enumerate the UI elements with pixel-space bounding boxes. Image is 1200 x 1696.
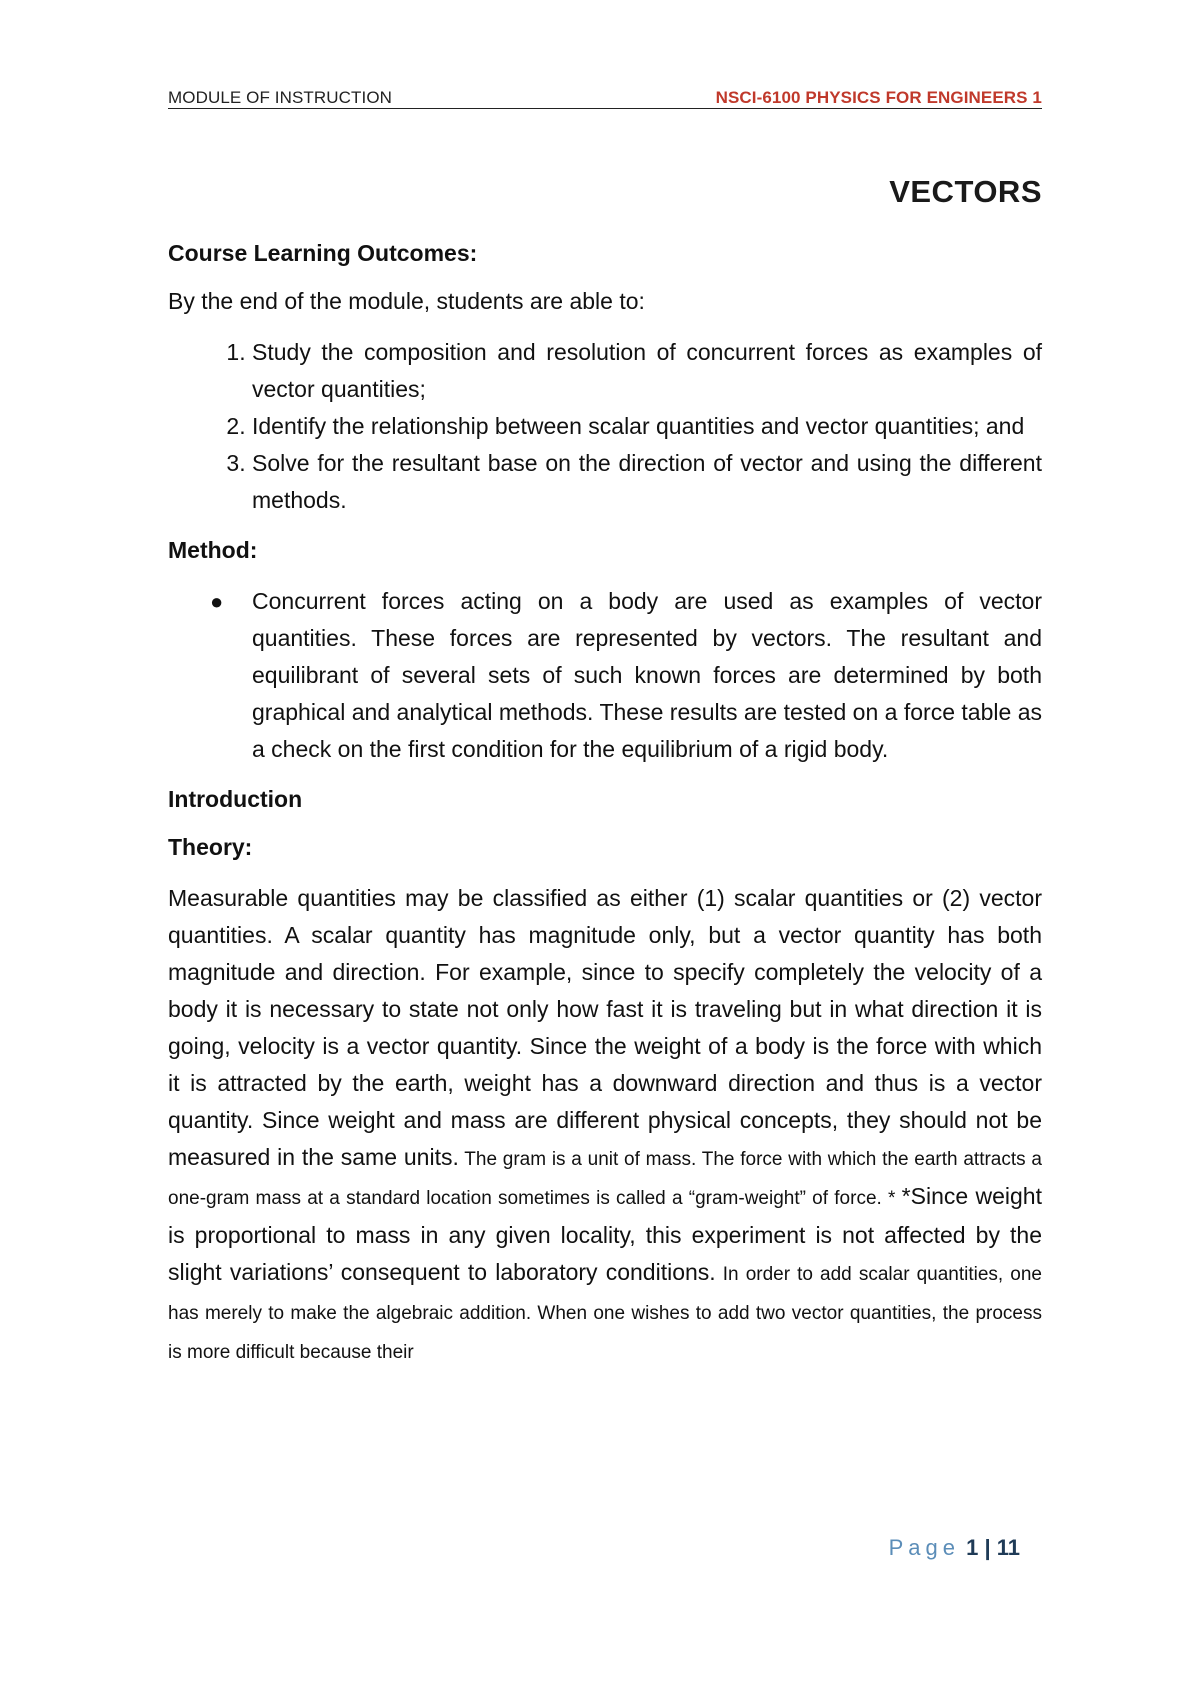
method-heading: Method: xyxy=(168,537,258,563)
theory-paragraph xyxy=(168,880,1042,1371)
theory-part-2: The gram is a unit of mass. The force with which the earth attracts a one-gram mass at a standard location sometimes is called a “gram-weight” of force. * xyxy=(168,1149,1042,1209)
method-list xyxy=(168,583,1042,768)
page-header xyxy=(168,86,1042,109)
page-title: VECTORS xyxy=(889,174,1042,209)
theory-part-4: In order to add scalar quantities, one has merely to make the algebraic addition. When one wishes to add two vector quantities, the process is more difficult because their xyxy=(168,1264,1042,1363)
method-text: Concurrent forces acting on a body are used as examples of vector quantities. These forces are represented by vectors. The resultant and equilibrant of several sets of such known forces are determined by both graphical and analytical methods. These results are tested on a force table as a check on the first condition for the equilibrium of a rigid body. xyxy=(252,588,1042,762)
module-label: MODULE OF INSTRUCTION xyxy=(168,88,393,107)
theory-part-1: Measurable quantities may be classified as either (1) scalar quantities or (2) vector quantities. A scalar quantity has magnitude only, but a vector quantity has both magnitude and direction. For example, since to specify completely the velocity of a body it is necessary to state not only how fast it is traveling but in what direction it is going, velocity is a vector quantity. Since the weight of a body is the force with which it is attracted by the earth, weight has a downward direction and thus is a vector quantity. Since weight and mass are different physical concepts, they should not be measured in the same units. xyxy=(168,885,1042,1170)
course-code: NSCI-6100 PHYSICS FOR ENGINEERS 1 xyxy=(715,88,1042,107)
outcomes-list xyxy=(168,334,1042,519)
page-label: Page xyxy=(888,1535,960,1560)
theory-heading: Theory: xyxy=(168,834,253,860)
theory-part-3: *Since weight is proportional to mass in any given locality, this experiment is not affected by the slight variations’ consequent to laboratory conditions. xyxy=(168,1183,1042,1285)
introduction-heading: Introduction xyxy=(168,786,303,812)
document-body xyxy=(168,238,1042,1371)
page-footer xyxy=(889,1535,1020,1561)
bullet-icon: ● xyxy=(210,589,224,614)
method-item xyxy=(210,583,1042,768)
page-separator: | xyxy=(984,1535,991,1560)
page-current: 1 xyxy=(966,1535,979,1560)
outcome-item: 2. Identify the relationship between scalar quantities and vector quantities; and xyxy=(252,408,1042,445)
outcome-item: 1. Study the composition and resolution of concurrent forces as examples of vector quantities; xyxy=(252,334,1042,408)
page-total: 11 xyxy=(996,1535,1020,1560)
outcomes-intro: By the end of the module, students are able to: xyxy=(168,288,645,314)
outcomes-heading: Course Learning Outcomes: xyxy=(168,240,478,266)
outcome-item: 3. Solve for the resultant base on the direction of vector and using the different methods. xyxy=(252,445,1042,519)
